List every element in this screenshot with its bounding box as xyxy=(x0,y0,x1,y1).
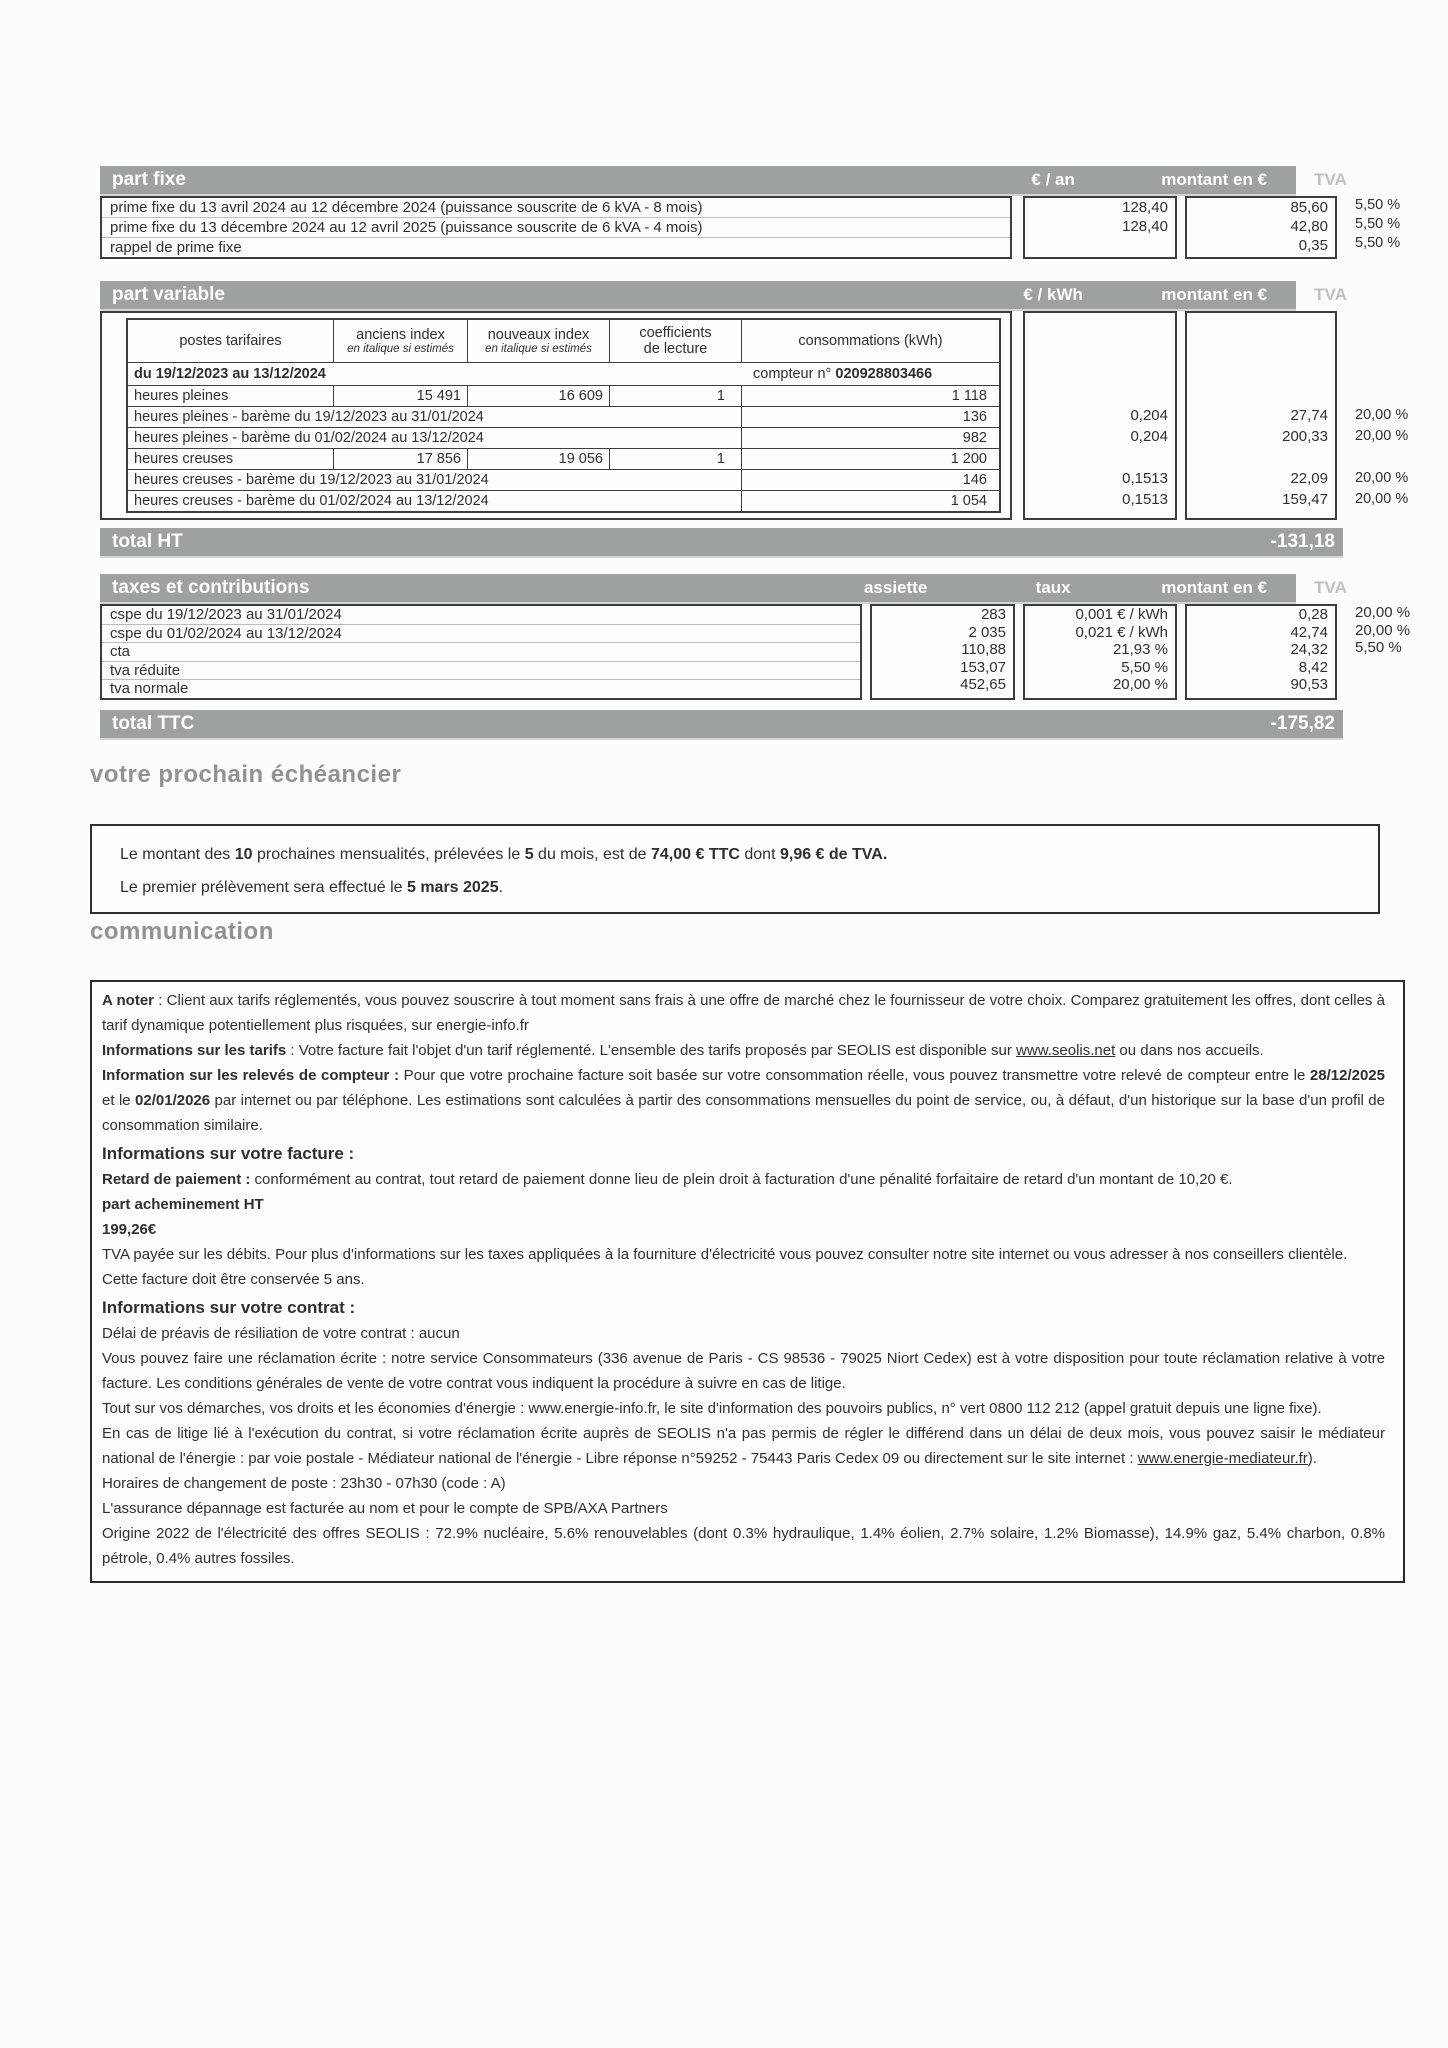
taxes-assiette-box xyxy=(870,604,1015,700)
gap xyxy=(862,604,870,700)
row-label: cspe du 01/02/2024 au 13/12/2024 xyxy=(102,625,860,644)
amount-value: 85,60 xyxy=(1290,199,1328,216)
part-variable-amount-box xyxy=(1185,311,1337,520)
period-label: du 19/12/2023 au 13/12/2024 xyxy=(134,366,326,382)
conservation-paragraph: Cette facture doit être conservée 5 ans. xyxy=(102,1270,365,1288)
assiette-value: 110,88 xyxy=(961,641,1006,658)
row-label: cta xyxy=(102,643,860,662)
meter-table-outer-box xyxy=(100,311,1012,520)
taxes-tva-column xyxy=(1337,604,1420,700)
tva-value: 5,50 % xyxy=(1355,197,1401,213)
total-ttc xyxy=(100,710,1343,738)
meter-number: compteur n° 020928803466 xyxy=(753,366,933,382)
gap xyxy=(1177,196,1185,259)
tariff-label: heures pleines - barème du 19/12/2023 au 31/01/2024 xyxy=(128,407,742,427)
amount-value: 0,35 xyxy=(1298,237,1328,254)
taxes-body xyxy=(100,604,1420,700)
col-header-consommations: consommations (kWh) xyxy=(798,333,943,349)
text-segment-bold: A noter xyxy=(102,991,155,1009)
tva-value xyxy=(1337,447,1420,468)
releves-paragraph xyxy=(102,1063,1385,1138)
part-variable-bar xyxy=(100,281,1296,309)
amount-value xyxy=(1187,384,1335,405)
per-year-column-header: € / an xyxy=(1031,170,1075,189)
retard-paragraph xyxy=(102,1167,1385,1192)
tarifs-paragraph xyxy=(102,1038,1385,1063)
text-segment: Le premier prélèvement sera effectué le xyxy=(120,878,407,896)
total-ht-bar xyxy=(100,528,1420,556)
assiette-value: 452,65 xyxy=(960,676,1006,693)
part-variable-header-bar xyxy=(100,281,1420,309)
text-segment: ). xyxy=(1307,1449,1317,1467)
echeancier-line-2 xyxy=(120,871,1368,904)
text-segment: dont xyxy=(739,845,780,863)
taux-value: 21,93 % xyxy=(1112,641,1168,658)
echeancier-box xyxy=(90,824,1380,914)
taux-value: 20,00 % xyxy=(1112,676,1168,693)
taxes-title: taxes et contributions xyxy=(112,577,310,598)
taux-value: 5,50 % xyxy=(1121,658,1168,676)
text-segment-bold: 5 xyxy=(524,845,534,863)
taxes-taux-box xyxy=(1023,604,1177,700)
text-segment: par internet ou par téléphone. Les estimations sont calculées à partir des consommations mensuelles du point de service, ou, à défaut, d'un historique sur la base d'un profil de consommation similaire. xyxy=(102,1091,1385,1134)
taxes-amount-box xyxy=(1185,604,1337,700)
text-segment-bold: 74,00 € TTC xyxy=(651,845,740,863)
amount-column-header: montant en € xyxy=(1161,285,1268,304)
tariff-label: heures creuses xyxy=(128,449,334,469)
meter-table xyxy=(126,318,1001,513)
text-segment-bold: 5 mars 2025 xyxy=(406,878,499,896)
amount-value: 0,28 xyxy=(1298,606,1328,623)
energie-info-paragraph: Tout sur vos démarches, vos droits et les économies d'énergie : www.energie-info.fr, le site d'information des pouvoirs publics, n° vert 0800 112 212 (appel gratuit depuis une ligne fixe). xyxy=(102,1399,1322,1417)
tva-value: 20,00 % xyxy=(1355,470,1409,486)
invoice-tables xyxy=(100,166,1420,738)
estimated-note: en italique si estimés xyxy=(347,343,454,355)
taux-value: 0,001 € / kWh xyxy=(1075,606,1168,623)
part-fixe-body xyxy=(100,196,1420,259)
per-year-value: 128,40 xyxy=(1122,199,1168,216)
facture-subheading: Informations sur votre facture : xyxy=(102,1143,355,1163)
table-row xyxy=(128,469,999,490)
acheminement-label: part acheminement HT xyxy=(102,1195,264,1213)
text-segment-bold: 28/12/2025 xyxy=(1309,1066,1385,1084)
part-variable-title: part variable xyxy=(112,284,225,305)
total-ht-label: total HT xyxy=(112,531,183,552)
origine-paragraph: Origine 2022 de l'électricité des offres SEOLIS : 72.9% nucléaire, 5.6% renouvelables (dont 0.3% hydraulique, 1.4% éolien, 2.7% solaire, 1.2% Biomasse), 14.9% gaz, 5.4% charbon, 0.8% pétrole, 0.4% autres fossiles. xyxy=(102,1524,1385,1567)
per-kwh-value xyxy=(1025,384,1175,405)
text-segment-bold: Information sur les relevés de compteur : xyxy=(102,1066,399,1084)
amount-value: 90,53 xyxy=(1290,676,1328,693)
tva-column-header: TVA xyxy=(1314,170,1347,189)
meter-table-header xyxy=(128,320,999,362)
tariff-label: heures pleines xyxy=(128,386,334,406)
total-ttc-label: total TTC xyxy=(112,712,195,734)
row-label: cspe du 19/12/2023 au 31/01/2024 xyxy=(102,606,860,625)
consumption: 982 xyxy=(962,430,987,446)
taxes-bar xyxy=(100,574,1296,602)
amount-value: 42,74 xyxy=(1290,623,1328,641)
part-fixe-labels-box xyxy=(100,196,1012,259)
taxes-labels-box xyxy=(100,604,862,700)
text-segment: et le xyxy=(102,1091,136,1109)
gap xyxy=(1177,604,1185,700)
assiette-value: 2 035 xyxy=(968,623,1006,641)
total-ht xyxy=(100,528,1343,556)
table-row xyxy=(128,427,999,448)
table-row xyxy=(128,385,999,406)
per-kwh-value xyxy=(1025,447,1175,468)
total-ht-amount: -131,18 xyxy=(1270,531,1335,552)
tva-column-header: TVA xyxy=(1314,285,1347,304)
mediateur-link: www.energie-mediateur.fr xyxy=(1137,1449,1308,1467)
amount-column-header: montant en € xyxy=(1161,170,1268,189)
note-paragraph xyxy=(102,988,1385,1038)
per-kwh-value: 0,204 xyxy=(1130,407,1168,424)
amount-value: 27,74 xyxy=(1290,407,1328,424)
consumption: 146 xyxy=(962,472,987,488)
tva-value: 20,00 % xyxy=(1355,428,1409,444)
table-row xyxy=(128,490,999,511)
tva-value xyxy=(1337,384,1420,405)
new-index: 16 609 xyxy=(468,386,610,406)
acheminement-amount: 199,26€ xyxy=(102,1220,157,1238)
row-label: tva normale xyxy=(110,680,189,697)
per-year-value xyxy=(1025,236,1175,255)
preavis-paragraph: Délai de préavis de résiliation de votre contrat : aucun xyxy=(102,1324,460,1342)
invoice-content xyxy=(90,166,1420,1583)
tva-value: 5,50 % xyxy=(1355,216,1401,232)
tva-value: 5,50 % xyxy=(1355,235,1401,251)
per-kwh-value: 0,204 xyxy=(1130,428,1168,445)
text-segment-bold: 02/01/2026 xyxy=(135,1091,211,1109)
communication-box xyxy=(90,980,1405,1583)
contrat-subheading: Informations sur votre contrat : xyxy=(102,1297,356,1317)
tva-value: 20,00 % xyxy=(1355,491,1409,507)
assiette-value: 283 xyxy=(980,606,1006,623)
tva-value xyxy=(1337,674,1420,692)
seolis-link: www.seolis.net xyxy=(1016,1041,1116,1059)
gap xyxy=(1177,311,1185,520)
echeancier-heading: votre prochain échéancier xyxy=(90,760,402,788)
gap xyxy=(1012,196,1023,259)
table-row xyxy=(128,448,999,469)
per-kwh-value: 0,1513 xyxy=(1122,470,1168,487)
coefficient: 1 xyxy=(610,449,742,469)
part-fixe-amount-box xyxy=(1185,196,1337,259)
amount-value: 24,32 xyxy=(1290,641,1328,658)
col-header-anciens-index: anciens index en italique si estimés xyxy=(334,320,468,362)
part-fixe-tva-column xyxy=(1337,196,1420,259)
text-segment: : Votre facture fait l'objet d'un tarif réglementé. L'ensemble des tarifs proposés par SEOLIS est disponible sur xyxy=(286,1041,1017,1059)
part-variable-tva-column xyxy=(1337,311,1420,520)
tva-value xyxy=(1337,657,1420,675)
tariff-label: heures creuses - barème du 19/12/2023 au 31/01/2024 xyxy=(128,470,742,490)
text-segment: du mois, est de xyxy=(533,845,651,863)
taux-value: 0,021 € / kWh xyxy=(1075,623,1168,641)
text-segment: prochaines mensualités, prélevées le xyxy=(252,845,525,863)
text-segment: En cas de litige lié à l'exécution du contrat, si votre réclamation écrite auprès de SEOLIS n'a pas permis de régler le différend dans un délai de deux mois, vous pouvez saisir le médiateur national de l'énergie : par voie postale - Médiateur national de l'énergie - Libre réponse n°59252 - 75443 Paris Cedex 09 ou directement sur le site internet : xyxy=(102,1424,1385,1467)
per-kwh-value: 0,1513 xyxy=(1122,491,1168,508)
part-fixe-header-bar xyxy=(100,166,1420,194)
col-header-coefficients: coefficients de lecture xyxy=(610,320,742,362)
row-label: prime fixe du 13 décembre 2024 au 12 avril 2025 (puissance souscrite de 6 kVA - 4 mois) xyxy=(102,218,1010,238)
tariff-label: heures pleines - barème du 01/02/2024 au 13/12/2024 xyxy=(128,428,742,448)
amount-column-header: montant en € xyxy=(1161,578,1268,597)
taux-column-header: taux xyxy=(1035,578,1071,597)
assiette-column-header: assiette xyxy=(863,578,928,597)
estimated-note: en italique si estimés xyxy=(485,343,592,355)
text-segment-bold: 10 xyxy=(234,845,253,863)
amount-value: 200,33 xyxy=(1282,428,1328,445)
total-ttc-amount: -175,82 xyxy=(1270,712,1335,734)
spacer xyxy=(1025,313,1175,384)
tariff-label: heures creuses - barème du 01/02/2024 au 13/12/2024 xyxy=(128,491,742,511)
col-header-nouveaux-index: nouveaux index en italique si estimés xyxy=(468,320,610,362)
tva-value: 20,00 % xyxy=(1355,604,1411,621)
text-segment: Pour que votre prochaine facture soit basée sur votre consommation réelle, vous pouvez transmettre votre relevé de compteur entre le xyxy=(399,1066,1310,1084)
part-fixe-title: part fixe xyxy=(112,169,186,190)
gap xyxy=(1015,604,1023,700)
consumption: 136 xyxy=(962,409,987,425)
communication-heading: communication xyxy=(90,917,274,945)
col-header-postes: postes tarifaires xyxy=(128,320,334,362)
old-index: 15 491 xyxy=(334,386,468,406)
spacer xyxy=(1337,311,1420,384)
new-index: 19 056 xyxy=(468,449,610,469)
consumption: 1 054 xyxy=(950,493,987,509)
text-segment: ou dans nos accueils. xyxy=(1115,1041,1264,1059)
per-kwh-column-header: € / kWh xyxy=(1023,285,1083,304)
per-year-value: 128,40 xyxy=(1122,218,1168,235)
amount-value: 42,80 xyxy=(1290,218,1328,235)
coefficient: 1 xyxy=(610,386,742,406)
text-segment: : Client aux tarifs réglementés, vous pouvez souscrire à tout moment sans frais à une offre de marché chez le fournisseur de votre choix. Comparez gratuitement les offres, dont celles à tarif dynamique potentiellement plus risquées, sur energie-info.fr xyxy=(102,991,1386,1034)
part-fixe-per-year-box xyxy=(1023,196,1177,259)
amount-value xyxy=(1187,447,1335,468)
spacer xyxy=(1187,313,1335,384)
text-segment-bold: 9,96 € de TVA. xyxy=(779,845,888,863)
old-index: 17 856 xyxy=(334,449,468,469)
tva-column-header: TVA xyxy=(1314,578,1347,597)
row-label: rappel de prime fixe xyxy=(110,239,242,256)
period-row xyxy=(128,362,999,385)
row-label: tva réduite xyxy=(102,662,860,681)
horaires-paragraph: Horaires de changement de poste : 23h30 - 07h30 (code : A) xyxy=(102,1474,506,1492)
amount-value: 22,09 xyxy=(1290,470,1328,487)
part-variable-per-kwh-box xyxy=(1023,311,1177,520)
gap xyxy=(1012,311,1023,520)
tva-value: 5,50 % xyxy=(1355,639,1402,656)
text-segment-bold: Informations sur les tarifs xyxy=(102,1041,287,1059)
consumption: 1 200 xyxy=(950,451,987,467)
taxes-header-bar xyxy=(100,574,1420,602)
total-ttc-bar xyxy=(100,710,1420,738)
amount-value: 8,42 xyxy=(1298,658,1328,676)
amount-value: 159,47 xyxy=(1282,491,1328,508)
text-segment: . xyxy=(498,878,504,896)
assurance-paragraph: L'assurance dépannage est facturée au nom et pour le compte de SPB/AXA Partners xyxy=(102,1499,668,1517)
text-segment: conformément au contrat, tout retard de paiement donne lieu de plein droit à facturation d'une pénalité forfaitaire de retard d'un montant de 10,20 €. xyxy=(250,1170,1233,1188)
consumption: 1 118 xyxy=(951,388,987,404)
text-segment-bold: Retard de paiement : xyxy=(102,1170,251,1188)
assiette-value: 153,07 xyxy=(960,658,1006,676)
reclamation-paragraph: Vous pouvez faire une réclamation écrite : notre service Consommateurs (336 avenue de Paris - CS 98536 - 79025 Niort Cedex) est à votre disposition pour toute réclamation relative à votre facture. Les conditions générales de vente de votre contrat vous indiquent la procédure à suivre en cas de litige. xyxy=(102,1349,1385,1392)
part-fixe-bar xyxy=(100,166,1296,194)
mediateur-paragraph xyxy=(102,1421,1385,1471)
echeancier-line-1 xyxy=(120,838,1368,871)
tva-debits-paragraph: TVA payée sur les débits. Pour plus d'informations sur les taxes appliquées à la fourniture d'électricité vous pouvez consulter notre site internet ou vous adresser à nos conseillers clientèle. xyxy=(102,1245,1348,1263)
table-row xyxy=(128,406,999,427)
tva-value: 20,00 % xyxy=(1355,407,1409,423)
row-label: prime fixe du 13 avril 2024 au 12 décembre 2024 (puissance souscrite de 6 kVA - 8 mois) xyxy=(102,198,1010,218)
part-variable-body xyxy=(100,311,1420,520)
tva-value: 20,00 % xyxy=(1355,621,1411,639)
text-segment: Le montant des xyxy=(120,845,235,863)
